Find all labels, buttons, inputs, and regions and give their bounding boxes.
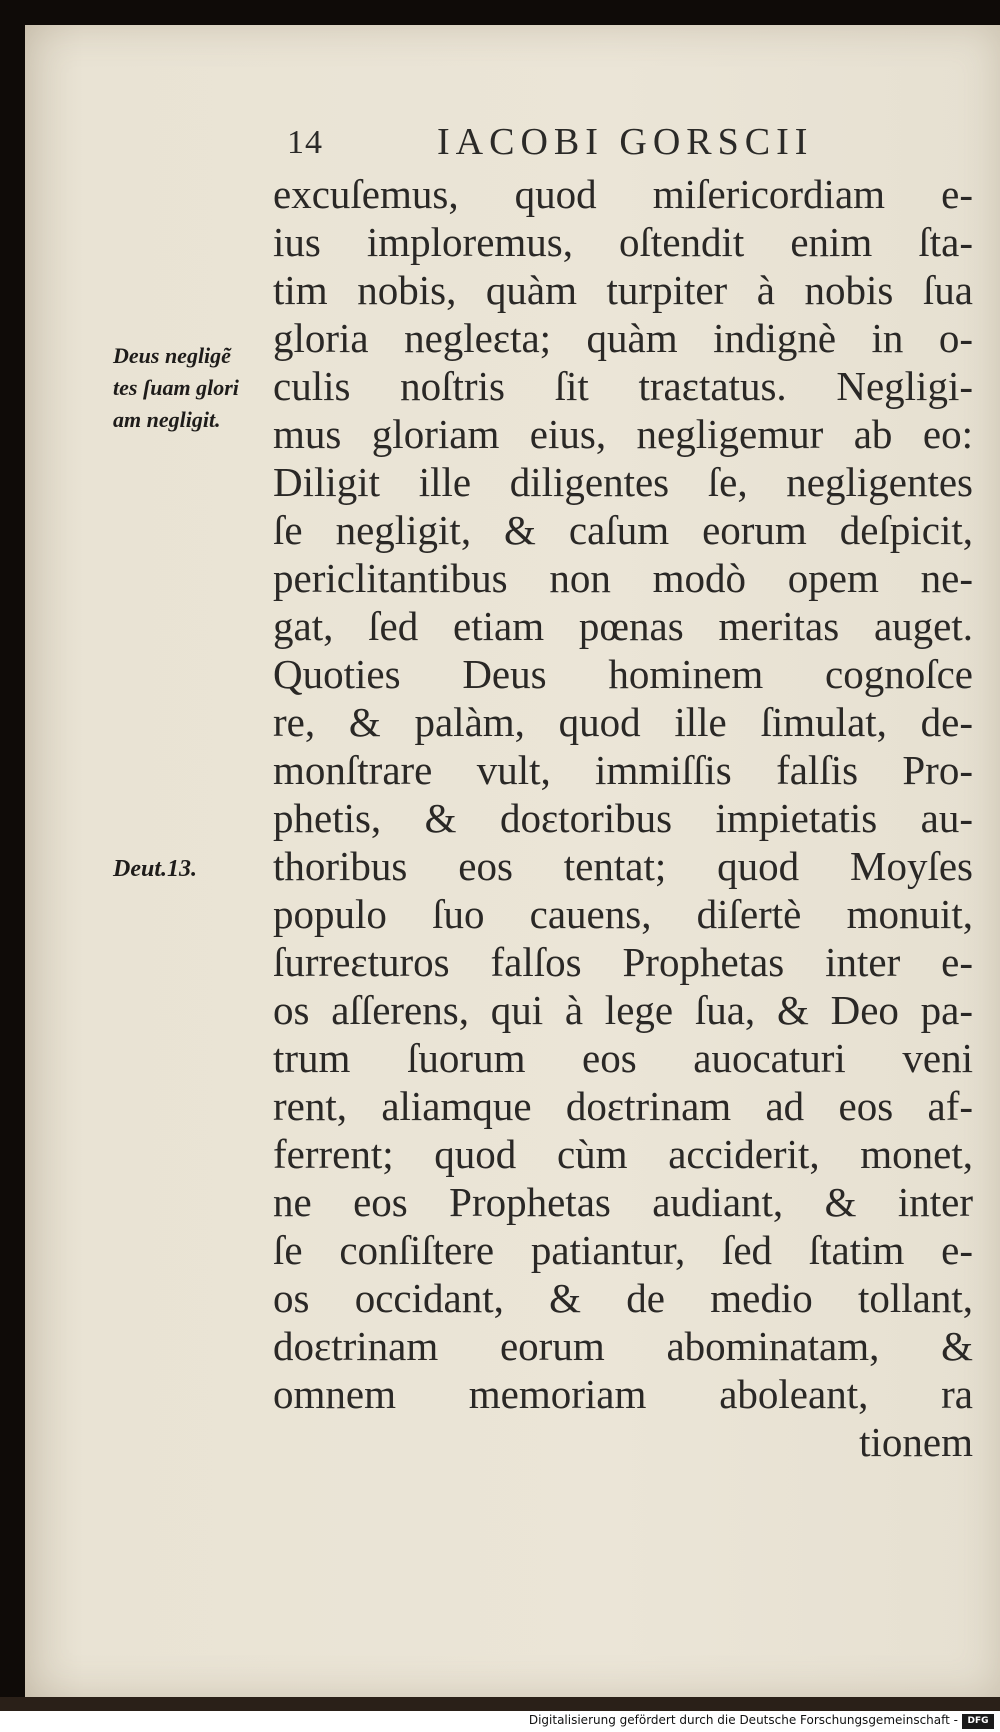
text-line: culis noſtris ſit traɛtatus. Negligi- (273, 363, 973, 409)
text-line: mus gloriam eius, negligemur ab eo: (273, 411, 973, 457)
text-line: ſe negligit, & caſum eorum deſpicit, (273, 507, 973, 553)
text-line: populo ſuo cauens, diſertè monuit, (273, 891, 973, 937)
page-number: 14 (287, 124, 323, 161)
page-bottom-edge (0, 1697, 1000, 1711)
body-text (273, 170, 973, 1466)
footer-credit: Digitalisierung gefördert durch die Deutsche Forschungsgemeinschaft - (528, 1713, 958, 1727)
margin-note-line: tes ſuam glori (113, 375, 239, 400)
text-line: doɛtrinam eorum abominatam, & (273, 1323, 973, 1369)
margin-note-line: am negligit. (113, 407, 221, 432)
catchword: tionem (859, 1419, 973, 1465)
margin-note-deus (113, 340, 263, 436)
text-line: ius imploremus, oſtendit enim ſta- (273, 219, 973, 265)
page-header (287, 120, 987, 170)
text-line: monſtrare vult, immiſſis falſis Pro- (273, 747, 973, 793)
text-line: periclitantibus non modò opem ne- (273, 555, 973, 601)
digitization-footer (0, 1711, 1000, 1732)
text-line: thoribus eos tentat; quod Moyſes (273, 843, 973, 889)
text-line: re, & palàm, quod ille ſimulat, de- (273, 699, 973, 745)
text-line: phetis, & doɛtoribus impietatis au- (273, 795, 973, 841)
text-line: tim nobis, quàm turpiter à nobis ſua (273, 267, 973, 313)
dfg-logo-icon: DFG (962, 1714, 994, 1729)
text-line: ſurreɛturos falſos Prophetas inter e- (273, 939, 973, 985)
text-line: ne eos Prophetas audiant, & inter (273, 1179, 973, 1225)
text-line: ſe conſiſtere patiantur, ſed ſtatim e- (273, 1227, 973, 1273)
running-head: IACOBI GORSCII (437, 121, 814, 163)
text-line: os aſſerens, qui à lege ſua, & Deo pa- (273, 987, 973, 1033)
text-line: omnem memoriam aboleant, ra (273, 1371, 973, 1417)
text-line: os occidant, & de medio tollant, (273, 1275, 973, 1321)
text-line: Diligit ille diligentes ſe, negligentes (273, 459, 973, 505)
text-line: ferrent; quod cùm acciderit, monet, (273, 1131, 973, 1177)
text-line: rent, aliamque doɛtrinam ad eos af- (273, 1083, 973, 1129)
text-line: gat, ſed etiam pœnas meritas auget. (273, 603, 973, 649)
margin-note-line: Deut.13. (113, 856, 197, 882)
margin-note-line: Deus negligẽ (113, 343, 231, 368)
text-line: trum ſuorum eos auocaturi veni (273, 1035, 973, 1081)
margin-note-deut (113, 853, 263, 885)
text-line: gloria negleɛta; quàm indignè in o- (273, 315, 973, 361)
text-line: Quoties Deus hominem cognoſce (273, 651, 973, 697)
text-line: excuſemus, quod miſericordiam e- (273, 171, 973, 217)
